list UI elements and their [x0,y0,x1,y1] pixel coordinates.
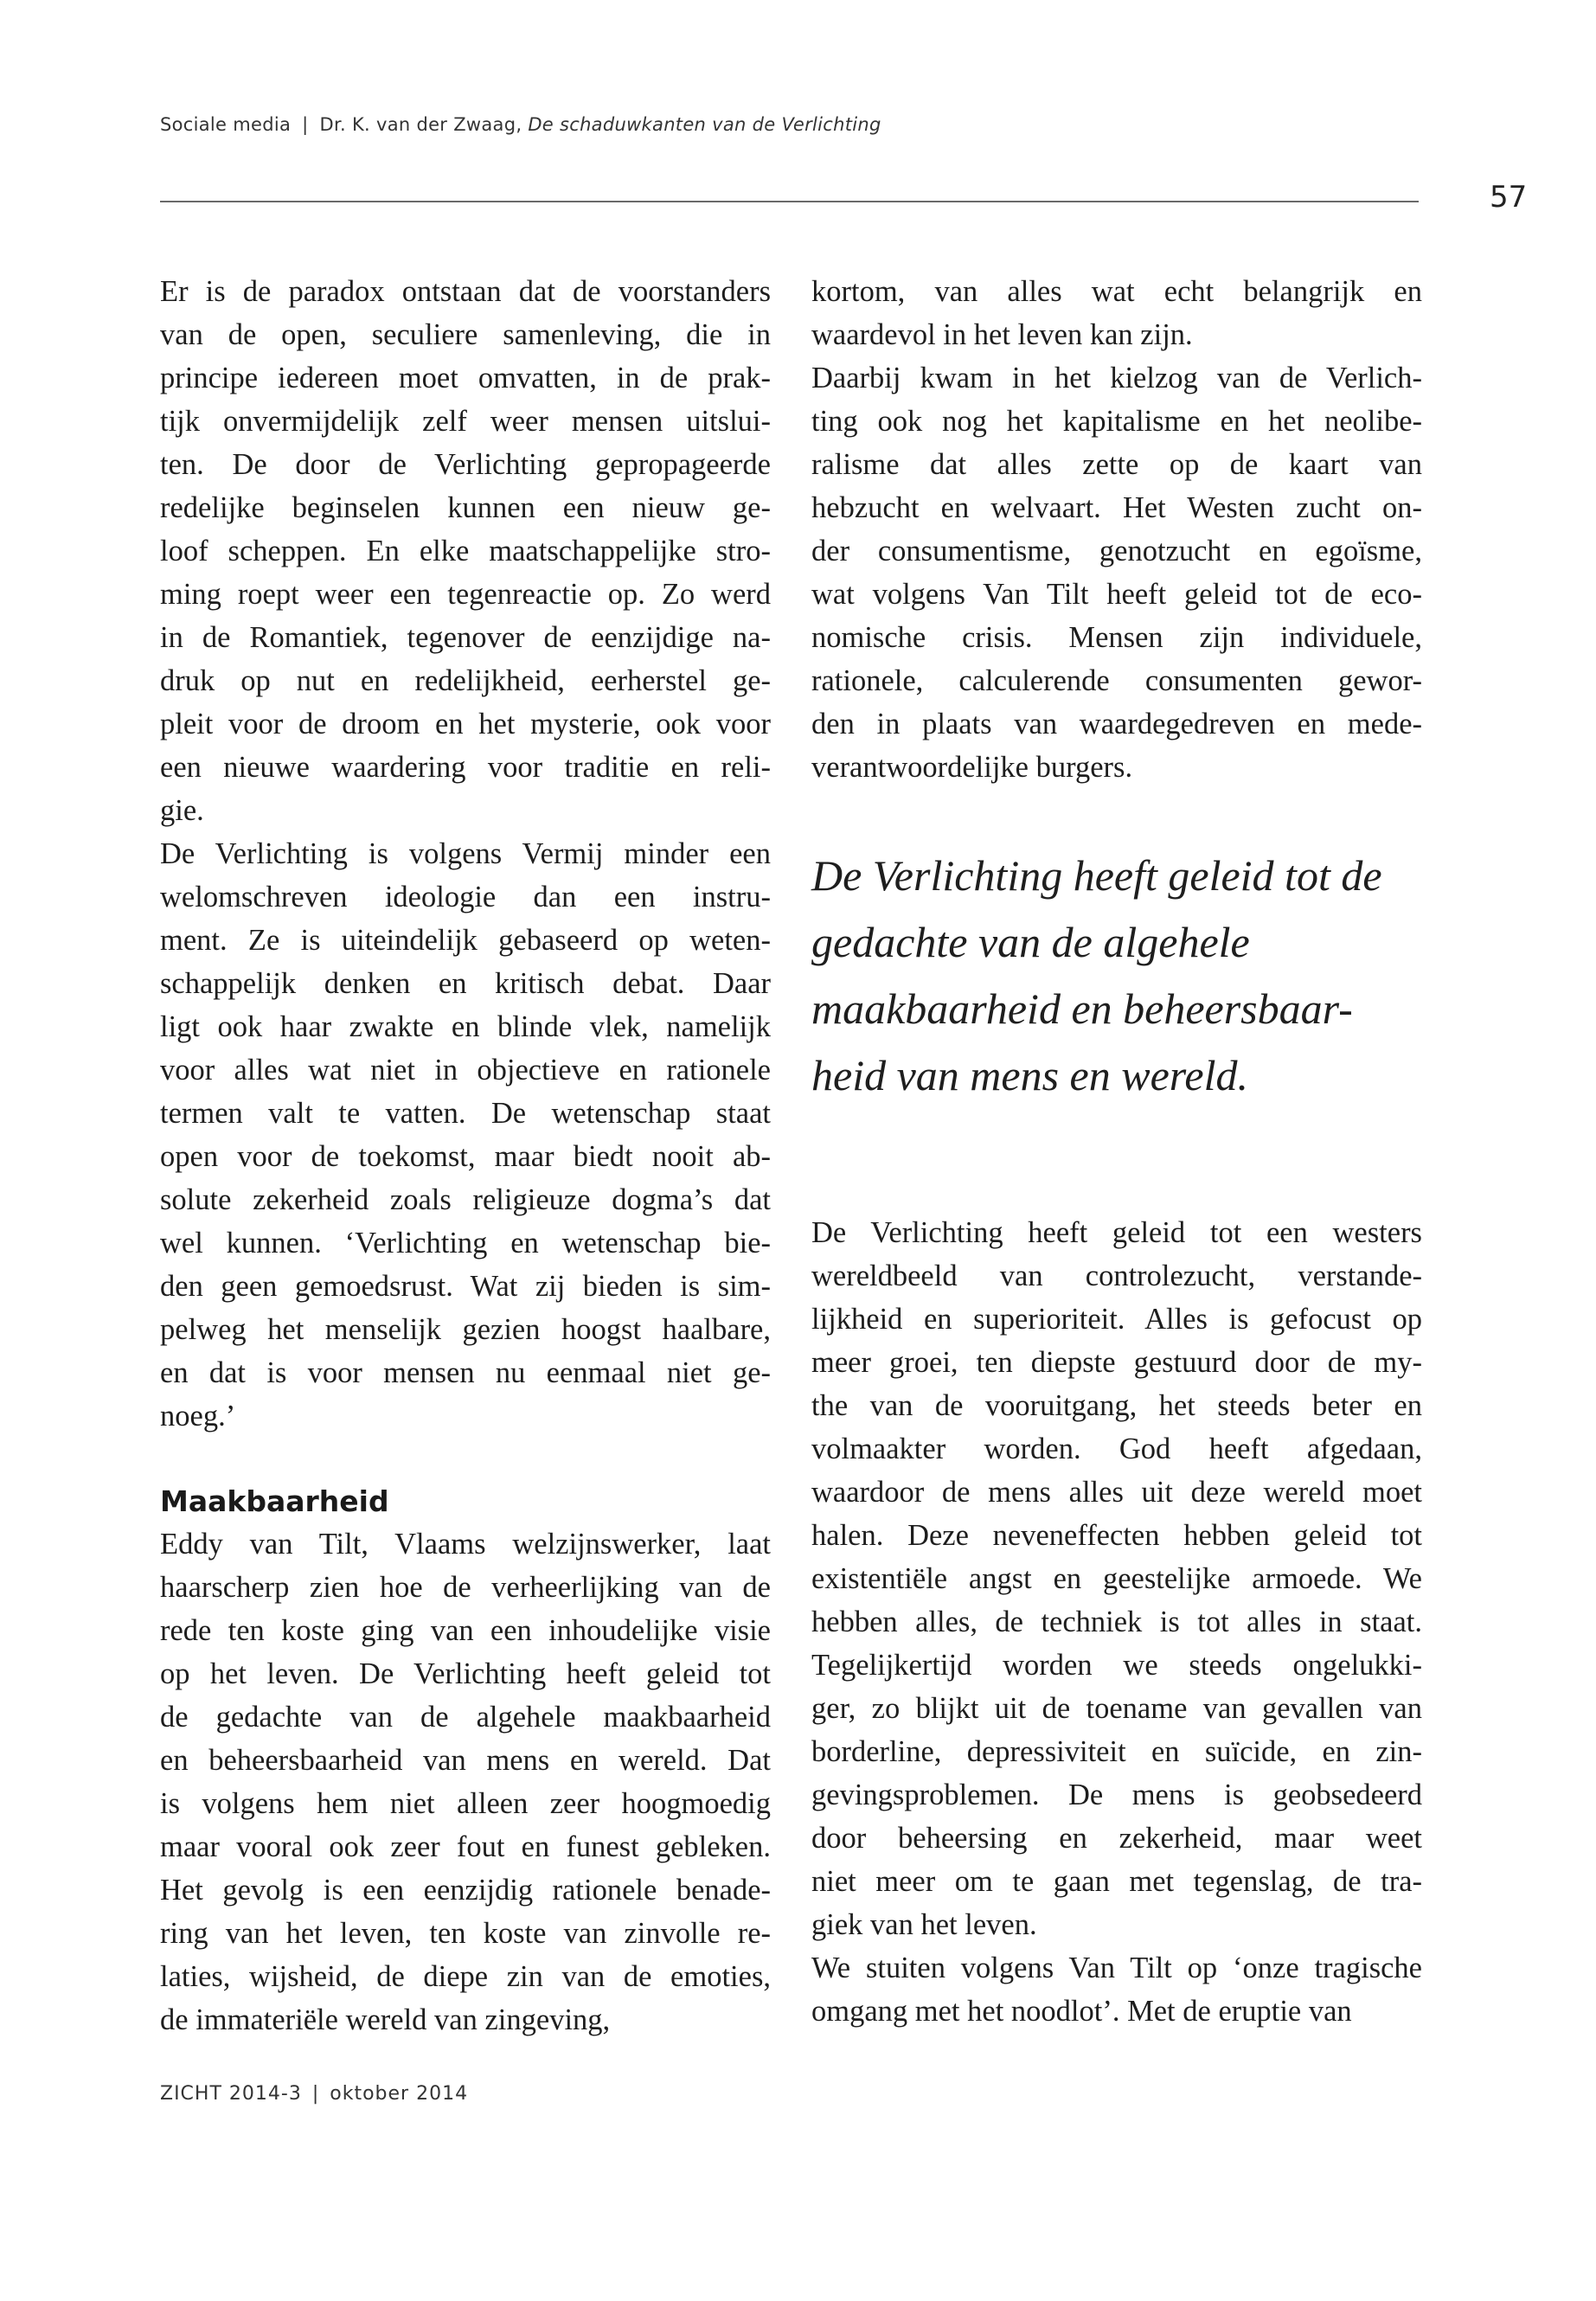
header-rule [160,201,1419,202]
running-head-author: Dr. K. van der Zwaag, [319,114,522,135]
text-line: van de open, seculiere samenleving, die in [160,318,771,351]
text-line: rede ten koste ging van een inhoudelijke visie [160,1614,771,1647]
text-line: laties, wijsheid, de diepe zin van de emoties, [160,1960,771,1993]
text-line: De Verlichting heeft geleid tot de [811,851,1382,900]
text-line: ten. De door de Verlichting gepropageerde [160,448,771,481]
text-line: ralisme dat alles zette op de kaart van [811,448,1422,481]
text-line: gevingsproblemen. De mens is geobsedeerd [811,1779,1422,1811]
text-line: borderline, depressiviteit en suïcide, en zin- [811,1735,1422,1768]
footer-separator: | [311,2083,320,2105]
text-line: ting ook nog het kapitalisme en het neolibe- [811,405,1422,438]
text-line: den geen gemoedsrust. Wat zij bieden is sim- [160,1270,771,1303]
text-line: haarscherp zien hoe de verheerlijking van de [160,1571,771,1604]
running-head-article-title: De schaduwkanten van de Verlichting [528,114,881,135]
text-line: maakbaarheid en beheersbaar- [811,984,1353,1033]
text-line: principe iedereen moet omvatten, in de prak- [160,362,771,394]
text-line: Er is de paradox ontstaan dat de voorstanders [160,275,771,308]
text-line: der consumentisme, genotzucht en egoïsme, [811,535,1422,567]
text-line: door beheersing en zekerheid, maar weet [811,1822,1422,1855]
left-column [160,270,771,2041]
text-line: ring van het leven, ten koste van zinvolle re- [160,1917,771,1950]
text-line: kortom, van alles wat echt belangrijk en [811,275,1422,308]
text-line: gie. [160,794,204,827]
text-line: solute zekerheid zoals religieuze dogma’s dat [160,1183,771,1216]
text-line: giek van het leven. [811,1908,1037,1941]
running-head-section: Sociale media [160,114,292,135]
text-line: termen valt te vatten. De wetenschap staat [160,1097,771,1130]
text-line: redelijke beginselen kunnen een nieuw ge- [160,491,771,524]
text-line: lijkheid en superioriteit. Alles is gefocust op [811,1303,1422,1336]
text-line: druk op nut en redelijkheid, eerherstel ge- [160,664,771,697]
paragraph [160,1522,771,2041]
footer-issue: ZICHT 2014-3 [160,2083,302,2105]
right-column [811,270,1422,2033]
paragraph [811,1946,1422,2033]
text-line: op het leven. De Verlichting heeft geleid tot [160,1657,771,1690]
paragraph [811,270,1422,356]
text-line: hebben alles, de techniek is tot alles in staat. [811,1606,1422,1638]
text-line: ger, zo blijkt uit de toename van gevallen van [811,1692,1422,1725]
text-line: pleit voor de droom en het mysterie, ook voor [160,708,771,740]
text-line: ligt ook haar zwakte en blinde vlek, namelijk [160,1010,771,1043]
text-line: Daarbij kwam in het kielzog van de Verlich- [811,362,1422,394]
paragraph [811,356,1422,789]
footer-date: oktober 2014 [330,2083,469,2105]
text-line: wat volgens Van Tilt heeft geleid tot de eco- [811,578,1422,611]
text-line: is volgens hem niet alleen zeer hoogmoedig [160,1787,771,1820]
text-line: de gedachte van de algehele maakbaarheid [160,1701,771,1734]
text-line: pelweg het menselijk gezien hoogst haalbare, [160,1313,771,1346]
text-line: heid van mens en wereld. [811,1051,1248,1099]
running-head [160,114,881,135]
text-line: niet meer om te gaan met tegenslag, de tra- [811,1865,1422,1898]
text-line: en beheersbaarheid van mens en wereld. Dat [160,1744,771,1777]
text-line: schappelijk denken en kritisch debat. Daar [160,967,771,1000]
text-line: the van de vooruitgang, het steeds beter en [811,1389,1422,1422]
text-line: hebzucht en welvaart. Het Westen zucht on- [811,491,1422,524]
text-line: volmaakter worden. God heeft afgedaan, [811,1433,1422,1465]
text-line: wel kunnen. ‘Verlichting en wetenschap bie- [160,1227,771,1259]
text-line: existentiële angst en geestelijke armoede. We [811,1562,1422,1595]
paragraph [160,270,771,832]
text-line: voor alles wat niet in objectieve en rationele [160,1054,771,1086]
text-line: en dat is voor mensen nu eenmaal niet ge- [160,1356,771,1389]
text-line: halen. Deze neveneffecten hebben geleid tot [811,1519,1422,1552]
text-line: wereldbeeld van controlezucht, verstande- [811,1259,1422,1292]
text-line: omgang met het noodlot’. Met de eruptie van [811,1995,1352,2028]
text-line: We stuiten volgens Van Tilt op ‘onze tragische [811,1952,1422,1984]
text-line: tijk onvermijdelijk zelf weer mensen uitslui- [160,405,771,438]
text-line: noeg.’ [160,1400,236,1433]
text-line: open voor de toekomst, maar biedt nooit ab- [160,1140,771,1173]
text-line: verantwoordelijke burgers. [811,751,1133,784]
text-line: een nieuwe waardering voor traditie en reli- [160,751,771,784]
text-line: maar vooral ook zeer fout en funest gebleken. [160,1830,771,1863]
text-line: Het gevolg is een eenzijdig rationele benade- [160,1874,771,1907]
section-heading: Maakbaarheid [160,1484,389,1518]
text-line: de immateriële wereld van zingeving, [160,2003,611,2036]
paragraph [160,832,771,1438]
text-line: nomische crisis. Mensen zijn individuele, [811,621,1422,654]
text-line: meer groei, ten diepste gestuurd door de my- [811,1346,1422,1379]
text-line: gedachte van de algehele [811,918,1250,966]
text-line: ment. Ze is uiteindelijk gebaseerd op weten- [160,924,771,957]
text-line: loof scheppen. En elke maatschappelijke stro- [160,535,771,567]
text-line: rationele, calculerende consumenten gewor- [811,664,1422,697]
text-line: Tegelijkertijd worden we steeds ongelukki- [811,1649,1422,1682]
running-head-separator: | [302,114,309,135]
text-line: De Verlichting is volgens Vermij minder een [160,837,771,870]
paragraph [811,1211,1422,1946]
page-number: 57 [1490,180,1528,215]
text-line: waardoor de mens alles uit deze wereld moet [811,1476,1422,1509]
text-line: De Verlichting heeft geleid tot een westers [811,1216,1422,1249]
text-line: waardevol in het leven kan zijn. [811,318,1193,351]
text-line: Eddy van Tilt, Vlaams welzijnswerker, laat [160,1528,771,1561]
footer [160,2083,468,2105]
text-line: den in plaats van waardegedreven en mede- [811,708,1422,740]
text-line: welomschreven ideologie dan een instru- [160,881,771,913]
pull-quote [811,843,1422,1109]
text-line: ming roept weer een tegenreactie op. Zo werd [160,578,771,611]
text-line: in de Romantiek, tegenover de eenzijdige na- [160,621,771,654]
